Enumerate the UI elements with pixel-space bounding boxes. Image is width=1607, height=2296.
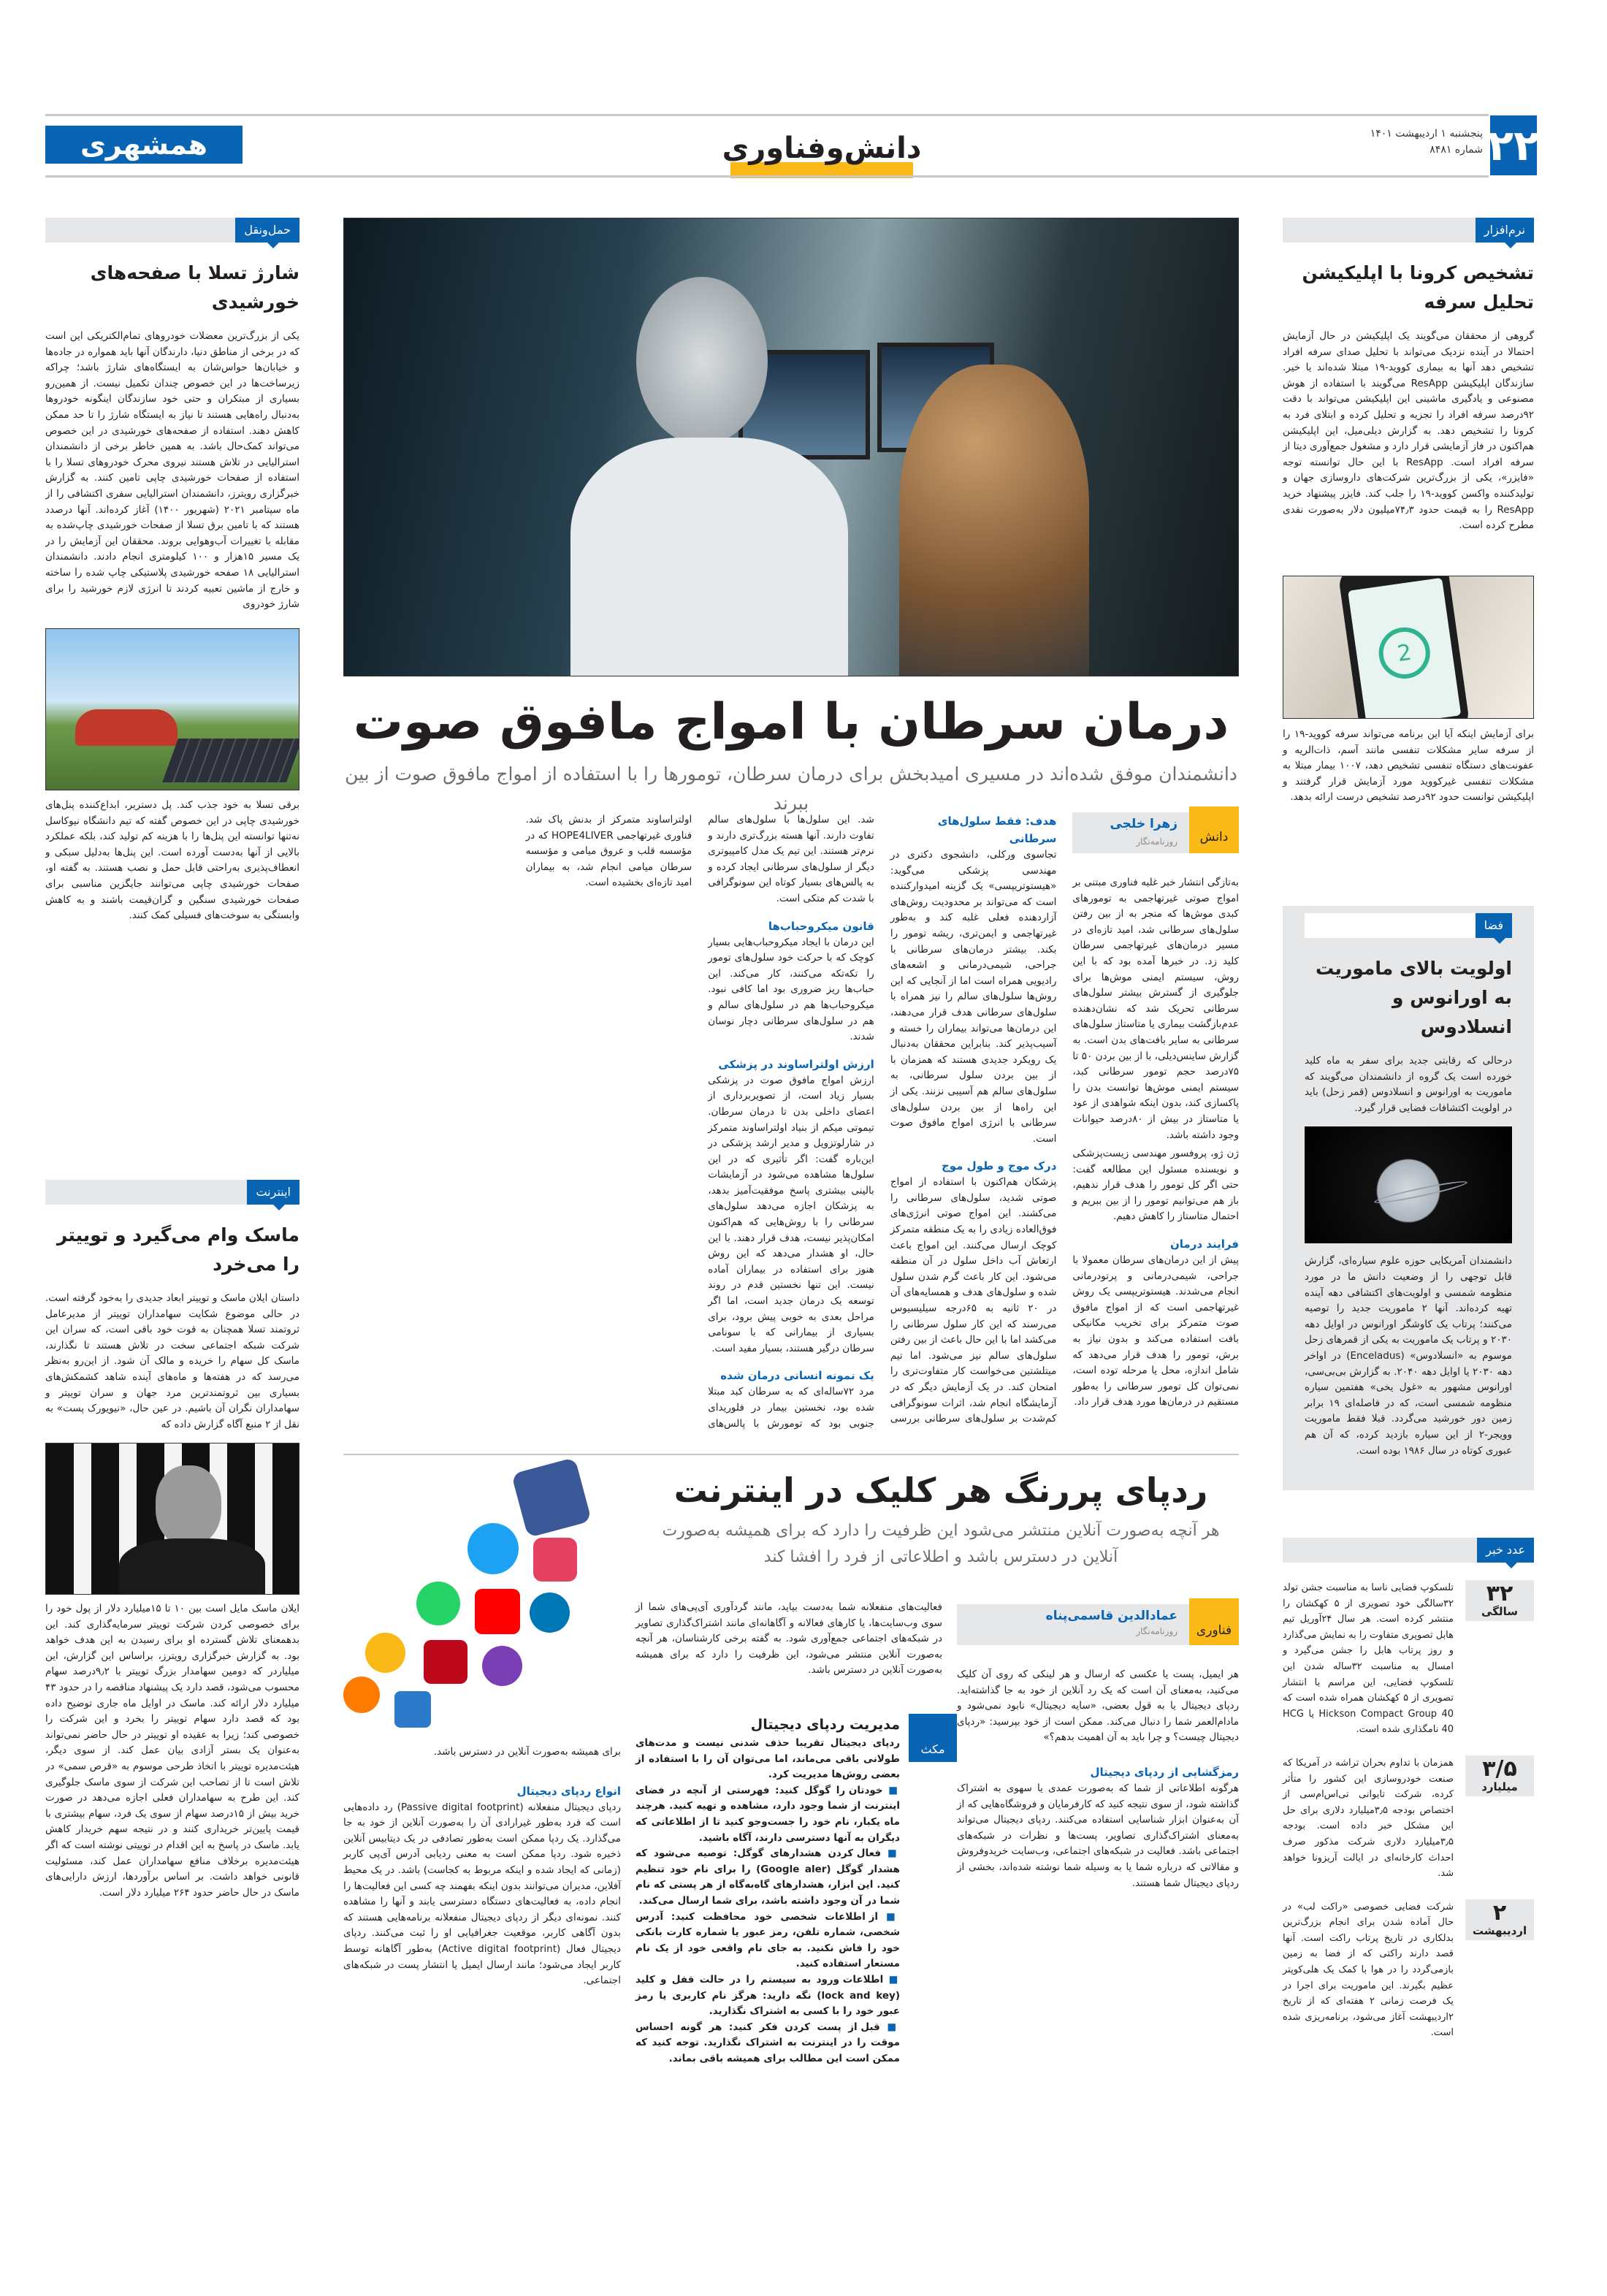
main-headline: درمان سرطان با امواج مافوق صوت [353,693,1229,751]
article-divider [343,1454,1239,1455]
second-article-col2 [635,1600,942,1679]
internet-story [45,1180,299,1433]
main-subtitle: دانشمندان موفق شده‌اند در مسیری امیدبخش برای درمان سرطان، تومورها را با استفاده از امواج مافوق صوت از بین ببرند [345,763,1237,814]
second-article-col1 [957,1604,1239,1891]
number-badge [1465,1899,1534,1940]
main-article-photo [343,218,1239,676]
transport-text: یکی از بزرگ‌ترین معضلات خودروهای تمام‌الکتریکی این است که در برخی از مناطق دنیا، دارندگان آنها باید همواره در جاده‌ها و خیابان‌ها حواس‌شان به ایستگاه‌های شارژ باشد؛ چراکه زیرساخت‌ها در این خصوص چندان تکمیل نیست. از همین‌رو بسیاری از مبتکران و حتی خود سازندگان اینگونه خودروها به‌دنبال راه‌هایی هستند تا نیاز به ایستگاه شارژ را تا حد ممکن کاهش دهند. استفاده از صفحه‌های خورشیدی در این خصوص می‌تواند کمک‌حال باشد. به همین خاطر برخی از دانشمندان استرالیایی در تلاش هستند نیروی محرک خودروهای تسلا را با استفاده از صفحات خورشیدی چاپی تامین کنند. به گزارش خبرگزاری رویترز، دانشمندان استرالیایی سفری اکتشافی را از ماه سپتامبر ۲۰۲۱ (شهریور ۱۴۰۰) آغاز کرده‌اند. آنها درصدد هستند که با تامین برق تسلا از صفحات خورشیدی چاپ‌شده به مقابله با تغییرات آب‌وهوایی بروند. محققان این آزمایش را در یک مسیر ۱۵هزار و ۱۰۰ کیلومتری انجام دادند. دانشمندان استرالیایی ۱۸ صفحه خورشیدی پلاستیکی چاپ شده را ساخته و خارج از ماشین تعبیه کردند تا انرژی لازم خورشید را برای شارژ خودروی [45,330,299,611]
kicker-label: فضا [1476,913,1512,938]
article-subhead: فرایند درمان [1170,1237,1239,1251]
second-headline: ردپای پررنگ هر کلیک در اینترنت [673,1471,1208,1510]
tip-item: ■ اطلاعات ورود به سیستم را در حالت قفل و کلید (lock and key) نگه دارید: هرگز نام کاربری یا رمز عبور خود را با کسی به اشتراک نگذارید. [635,1972,900,2020]
kicker-space [1305,913,1512,938]
author-role: روزنامه‌نگار [1136,836,1177,847]
internet-text: داستان ایلان ماسک و توییتر ابعاد جدیدی را به‌خود گرفته است. در حالی موضوع شکایت سهامداران توییتر از مدیرعامل ثروتمند تسلا همچنان به قوت خود باقی است، که سران این شرکت شبکه اجتماعی سخت در تلاش هستند تا نگذارند، ماسک کل سهام را خریده و مالک آن شود. از این‌رو به‌نظر می‌رسد که در هفته‌ها و ماه‌های آینده شاهد کشمکش‌های بسیاری بین ثروتمندترین مرد جهان و سران توییتر و سهامداران نگران آن باشیم. در عین حال، «نیویورک پست» به نقل از ۲ منبع آگاه گزارش داده که [45,1292,299,1430]
number-badge [1465,1580,1534,1621]
section-tag: فناوری [1189,1598,1239,1645]
box-intro: ردپای دیجیتال تقریبا حذف شدنی نیست و مدت‌های طولانی باقی می‌ماند، اما می‌توان آن را با استفاده از بعضی روش‌ها مدیریت کرد. [635,1737,900,1781]
phone-display-number: 2 [1375,624,1433,682]
planet-ring [1373,1178,1468,1206]
phone-photo-caption: برای آزمایش اینکه آیا این برنامه می‌تواند سرفه کووید-۱۹ را از سرفه سایر مشکلات تنفسی مانند آسم، ذات‌الریه و عفونت‌های دستگاه تنفسی تشخیص دهد، ۱۰۰۷ بیمار مبتلا به مشکلات تنفسی غیرکووید مورد آزمایش قرار گرفتند و اپلیکیشن توانست حدود ۹۲درصد تشخیص درست ارائه بدهد. [1283,728,1534,804]
space-story [1283,906,1534,1490]
social-media-icons-image [343,1457,628,1735]
section-title [716,131,928,183]
elon-musk-photo [45,1443,299,1595]
section-title-text: دانش‌وفناوری [722,131,922,165]
author-name: عمادالدین قاسمی‌پناه [1045,1609,1177,1623]
doctor-figure [636,277,768,445]
header-top-rule [45,114,1489,116]
article-subhead: قانون میکروحباب‌ها [768,919,874,933]
youtube-icon [475,1589,520,1634]
tesla-car [75,709,178,746]
app-icon [482,1646,522,1686]
article-subhead: یک نمونه انسانی درمان شده [720,1369,874,1383]
article-intro: هر ایمیل، پست یا عکسی که ارسال و هر لینکی که روی آن کلیک می‌کنید، به‌معنای آن است که یک رد آنلاین از خود به جا گذاشته‌اید. ردپای دیجیتال یا به قول بعضی، «سایه دیجیتال» نابود نمی‌شود و مادام‌العمر شما را دنبال می‌کند. ممکن است از خود بپرسید: «ردپای دیجیتال چیست؟ و چرا باید به آن اهمیت بدهم؟» [957,1668,1239,1744]
newspaper-logo: همشهری [45,126,243,164]
section-tag: دانش [1189,806,1239,853]
article-paragraph: ردپای دیجیتال منفعلانه (Passive digital footprint) رد داده‌هایی است که فرد به‌طور غیرارادی آن را به‌صورت آنلاین از خود به جا می‌گذارد. یک ردپا ممکن است به‌طور تصادفی در یک دیتابیس آنلاین ذخیره شود. ردپا ممکن است به معنی ردیابی آدرس آی‌پی کاربر (زمانی که ایجاد شده و اینکه مربوط به کجاست) باشد. در یک محیط آفلاین، مدیران می‌توانند بدون اینکه بفهمند چه کسی این فعالیت‌ها را انجام داده، به فعالیت‌های دستگاه دسترسی یابند و آنها را مشاهده کنند. نمونه‌ای دیگر از ردپای دیجیتال منفعلانه برنامه‌هایی هستند که بدون آگاهی کاربر، موقعیت جغرافیایی او را ثبت می‌کنند. ردپای دیجیتال فعال (Active digital footprint) به‌طور آگاهانه توسط کاربر ایجاد می‌شود؛ مانند ارسال ایمیل یا انتشار پست در شبکه‌های اجتماعی. [343,1801,621,1987]
phone-photo [1283,576,1534,719]
kicker-label: اینترنت [247,1180,299,1205]
pinterest-icon [424,1640,467,1684]
author-name: زهرا خلجی [1110,817,1177,831]
article-paragraph: برای همیشه به‌صورت آنلاین در دسترس باشد. [433,1746,621,1758]
number-item [1283,1899,1534,2041]
researcher-figure [899,365,1089,676]
article-paragraph: ژن ژو، پروفسور مهندسی زیست‌پزشکی و نویسنده مسئول این مطالعه گفت: حتی اگر کل تومور را هدف قرار ندهیم، باز هم می‌توانیم تومور را از بین ببریم و احتمال متاستاز را کاهش دهیم. [1072,1148,1239,1223]
author-role: روزنامه‌نگار [1136,1626,1177,1636]
number-text: تلسکوپ فضایی ناسا به مناسبت جشن تولد ۳۲سالگی خود تصویری از ۵ کهکشان را منتشر کرده است. هر سال ۲۴آوریل تیم هابل تصویری متفاوت را به نمایش می‌گذارد و روز پرتاب هابل را جشن می‌گیرد و امسال به مناسبت ۳۲ساله شدن این تلسکوپ فضایی، این مراسم با انتشار تصویری از ۵ کهکشان همراه شده است که Hickson Compact Group 40 یا HCG 40 نامگذاری شده است. [1283,1582,1454,1736]
tip-item: ■ خودتان را گوگل کنید: فهرستی از آنچه در فضای اینترنت از شما وجود دارد، مشاهده و تهیه کنید. هرچند ماه یکبار، نام خود را جست‌وجو کنید تا از اطلاعاتی که دیگران به آنها دسترسی دارند، آگاه باشید. [635,1783,900,1846]
article-paragraph: تجاسوی ورکلی، دانشجوی دکتری در مهندسی پزشکی می‌گوید: «هیستوتریپسی» یک گزینه امیدوارکننده است که می‌تواند بر محدودیت روش‌های آزاردهنده فعلی غلبه کند و به‌طور غیرتهاجمی و ایمن‌تری، ریشه تومور را بکند. بیشتر درمان‌های سرطانی با جراحی، شیمی‌درمانی و اشعه‌های رادیویی همراه است اما از آنجایی که این روش‌ها سلول‌های سالم را نیز همراه با سلول‌های سرطانی هدف قرار می‌دهند، این درمان‌ها می‌تواند بیماران را خسته و آسیب‌پذیر کند. بنابراین محققان به‌دنبال یک رویکرد جدیدی هستند که همزمان با از بین بردن سلول سرطانی، به سلول‌های سالم هم آسیبی نزنند. یکی از این راه‌ها از بین بردن سلول‌های سرطانی با انرژی امواج مافوق صوت است. [890,849,1057,1145]
article-subhead: هدف: فقط سلول‌های سرطانی [937,815,1057,845]
article-subhead: ارزش اولتراساوند در پزشکی [718,1057,874,1071]
tip-item: ■ قبل از پست کردن فکر کنید: هر گونه احساس موقت را در اینترنت به اشتراک نگذارید. توجه کنید که ممکن است این مطالب برای همیشه باقی بماند. [635,2020,900,2067]
author-byline [1072,812,1239,853]
number-value: ۳/۵ [1482,1755,1517,1782]
kicker-transport [45,218,299,243]
facebook-icon [511,1457,592,1538]
kicker-label: حمل‌ونقل [235,218,299,243]
footprint-tips-box [635,1714,900,2067]
article-paragraph: مرد ۷۲ساله‌ای که به سرطان کبد مبتلا شده بود، نخستین بیمار در فلوریدای جنوبی بود که تومورش با پالس‌های اولتراساوند متمرکز از بدنش پاک شد. فناوری غیرتهاجمی HOPE4LIVER که در مؤسسه قلب و عروق میامی و مؤسسه سرطان میامی انجام شد، به بیماران امید تازه‌ای بخشیده است. [525,814,874,1430]
article-subhead: درک موج و طول موج [941,1159,1057,1173]
internet-title: ماسک وام می‌گیرد و توییتر را می‌خرد [56,1224,299,1275]
main-article-body [343,812,1239,1441]
number-unit: سالگی [1481,1605,1518,1618]
space-lead: درحالی که رقابتی جدید برای سفر به ماه کلید خورده است یک گروه از دانشمندان می‌گویند که ماموریت به اورانوس و انسلادوس (قمر زحل) باید در اولویت اکتشافات فضایی قرار گیرد. [1305,1055,1512,1114]
tesla-solar-photo [45,628,299,790]
phone-shape [1337,576,1470,719]
author-byline [957,1604,1239,1645]
doctor-coat [570,438,848,676]
number-unit: میلیارد [1481,1780,1518,1793]
software-story [1283,218,1534,534]
kicker-numbers [1283,1538,1534,1563]
article-paragraph: پزشکان هم‌اکنون با استفاده از امواج صوتی شدید، سلول‌های سرطانی را می‌کشند. این امواج صوتی انرژی‌های فوق‌العاده زیادی را به یک منطقه متمرکز کوچک ارسال می‌کنند. این امواج باعث ارتعاش آب داخل سلول در آن منطقه می‌شود. این کار باعث گرم شدن سلول شده و سلول‌های هدف و همسایه‌های آن در ۲۰ ثانیه به ۶۵درجه سیلیسیوس می‌رسند که این کار سلول سرطانی را می‌کشد اما با این حال باعث از بین رفتن سلول‌های سالم نیز می‌شود. اما تیم میتلشتین می‌خواست کار متفاوت‌تری را امتحان کند. در یک آزمایش دیگر که در آزمایشگاه انجام شد، اثرات سونوگرافی کم‌شدت بر سلول‌های سرطانی بررسی شد. این سلول‌ها با سلول‌های سالم تفاوت دارند. آنها هسته بزرگ‌تری دارند و نرم‌تر هستند. این تیم یک مدل کامپیوتری دیگر از سلول‌های سرطانی ایجاد کرده و به پالس‌های بسیار کوتاه این سونوگرافی با شدت کم متکی است. [708,814,1057,1425]
transport-text-continued: برقی تسلا به خود جذب کند. پل دستربر، ابداع‌کننده پنل‌های خورشیدی چاپی در این خصوص گفته که تیم دانشگاه نیوکاسل نه‌تنها توانسته این پنل‌ها را با هزینه کم تولید کند، بلکه عملکرد بالایی از آنها به‌دست آورده است. این پنل‌ها به‌دلیل سبکی و انعطاف‌پذیری به‌راحتی قابل حمل و نصب هستند. به گفته او، صفحات خورشیدی چاپی می‌توانند جایگزین مناسبی برای صفحات خورشیدی سنگین و گران‌قیمت باشند و به کاهش وابستگی به سوخت‌های فسیلی کمک کنند. [45,799,299,922]
article-paragraph: پیش از این درمان‌های سرطان معمولا با جراحی، شیمی‌درمانی و پرتودرمانی انجام می‌شدند. هیستوتریپسی یک روش غیرتهاجمی است که از امواج مافوق صوت متمرکز برای تخریب مکانیکی بافت استفاده می‌کند و بدون نیاز به برش، تومور را هدف قرار می‌دهد که شامل اندازه، محل یا مرحله توده است، نمی‌توان کل تومور سرطانی را به‌طور مستقیم در درمان‌ها مورد هدف قرار داد. [1072,1254,1239,1408]
software-text: گروهی از محققان می‌گویند یک اپلیکیشن در حال آزمایش احتمالا در آینده نزدیک می‌تواند با تحلیل صدای سرفه افراد تشخیص دهد آنها به بیماری کووید-۱۹ مبتلا شده‌اند یا خیر. سازندگان اپلیکیشن ResApp می‌گویند با استفاده از هوش مصنوعی و یادگیری ماشینی این اپلیکیشن می‌تواند با دقت ۹۲درصد سرفه افراد را تجزیه و تحلیل کرده و ابتلای فرد به کرونا را تشخیص دهد. به گزارش دیلی‌میل، این اپلیکیشن هم‌اکنون در فاز آزمایشی قرار دارد و مشغول جمع‌آوری دیتا از سرفه افراد است. ResApp با این حال توانسته توجه «فایزر»، یکی از بزرگ‌ترین شرکت‌های داروسازی جهان و تولیدکننده واکسن کووید-۱۹ را جلب کند. فایزر پیشنهاد خرید ResApp را به قیمت حدود ۷۴٫۳میلیون دلار به‌صورت نقدی مطرح کرده است. [1283,330,1534,532]
transport-story [45,218,299,647]
number-text: شرکت فضایی خصوصی «راکت لب» در حال آماده شدن برای انجام بزرگ‌ترین بدلکاری در تاریخ پرتاب راکت است. آنها قصد دارند راکتی که از فضا به زمین بازمی‌گردد را در هوا با کمک یک هلی‌کوپتر عظیم بگیرند. این ماموریت برای اجرا در یک فرصت زمانی ۲ هفته‌ای که از تاریخ ۲اردیبهشت آغاز می‌شود، برنامه‌ریزی شده است. [1283,1901,1454,2039]
number-value: ۳۲ [1486,1581,1514,1606]
article-paragraph: این درمان با ایجاد میکروحباب‌هایی بسیار کوچک که با حرکت خود سلول‌های تومور را تکه‌تکه می‌کنند، کار می‌کند. این حباب‌ها ریز ضروری بود اما کافی نبود. میکروحباب‌ها هم در سلول‌های سالم و هم در سلول‌های سرطانی دچار نوسان شدند. [708,936,874,1043]
space-title: اولویت بالای ماموریت به اورانوس و انسلادوس [1316,958,1512,1037]
whatsapp-icon [416,1582,460,1625]
phone-screen [1348,578,1461,719]
second-article-col3 [343,1744,621,1989]
tip-item: ■ فعال کردن هشدارهای گوگل: توصیه می‌شود که هشدار گوگل (Google aler) را برای نام خود تنظیم کنید. این ابزار، هشدارهای گاه‌به‌گاه از هر پستی که نام شما در آن وجود داشته باشد، برای شما ارسال می‌کند. [635,1846,900,1909]
kicker-label: عدد خبر [1477,1538,1534,1563]
number-value: ۲ [1492,1899,1507,1926]
number-item [1283,1580,1534,1738]
app-icon [343,1677,380,1713]
kicker-internet [45,1180,299,1205]
tip-item: ■ از اطلاعات شخصی خود محافظت کنید: آدرس شخصی، شماره تلفن، رمز عبور یا شماره کارت بانکی خود را فاش نکنید. به جای نام واقعی خود از یک نام مستعار استفاده کنید. [635,1910,900,1972]
person-head [156,1465,221,1546]
number-text: همزمان با تداوم بحران تراشه در آمریکا که صنعت خودروسازی این کشور را متأثر کرده، شرکت تایوانی تی‌اس‌ام‌سی از اختصاص بودجه ۳٫۵میلیارد دلاری برای حل این مشکل خبر داده است. بودجه ۳٫۵میلیارد دلاری شرکت مذکور صرف احداث کارخانه‌ای در ایالت آریزونا خواهد شد. [1283,1757,1454,1880]
article-subhead: رمزگشایی از ردپای دیجیتال [1090,1765,1239,1779]
box-title: مدیریت ردپای دیجیتال [750,1717,900,1733]
number-item [1283,1755,1534,1882]
article-paragraph: فعالیت‌های منفعلانه شما به‌دست بیاید، مانند گردآوری آی‌پی‌های شما از سوی وب‌سایت‌ها، یا کارهای فعالانه و آگاهانه‌ای مانند اشتراک‌گذاری تصاویر در شبکه‌های اجتماعی جمع‌آوری شود. به گفته برخی کارشناسان، هر آنچه به‌صورت آنلاین منتشر می‌شود، این ظرفیت را دارد که برای همیشه به‌صورت آنلاین در دسترس باشد. [635,1601,942,1677]
skype-icon [394,1691,431,1728]
second-subtitle: هر آنچه به‌صورت آنلاین منتشر می‌شود این ظرفیت را دارد که برای همیشه به‌صورت آنلاین در دسترس باشد و اطلاعاتی از فرد را افشا کند [662,1522,1220,1566]
article-subhead: انواع ردپای دیجیتال [516,1784,621,1798]
software-title: تشخیص کرونا با اپلیکیشن تحلیل سرفه [1302,262,1534,313]
twitter-icon [467,1523,519,1574]
app-icon [365,1633,405,1673]
internet-text-continued: ایلان ماسک مایل است بین ۱۰ تا ۱۵میلیارد دلار از پول خود را برای خصوصی کردن شرکت توییتر سرمایه‌گذاری کند. این بدهمعنای تلاش گسترده او برای رسیدن به این هدف خواهد بود. به گزارش خبرگزاری رویترز، براساس این گزارش، این میلیاردر که دومین سهامدار بزرگ توییتر با ۹٫۲درصد سهام محسوب می‌شود، قصد دارد یک پیشنهاد مناقصه را در حدود ۴۳ میلیارد دلار ارائه کند. ماسک در اوایل ماه جاری توضیح داده بود که قصد دارد سهام توییتر را بخرد و این شرکت را خصوصی کند؛ زیرا به عقیده او توییتر در حال حاضر نمی‌تواند به‌عنوان یک بستر آزادی بیان عمل کند. از سوی دیگر، هیئت‌مدیره توییتر با اتخاذ طرحی موسوم به «قرص سمی» در تلاش است تا از تصاحب این شرکت از سوی ماسک جلوگیری کند. این طرح به سهامداران فعلی اجازه می‌دهد در صورت خرید بیش از ۱۵درصد سهام از سوی یک فرد، سهام بیشتری با قیمت پایین‌تر خریداری کنند و در نتیجه سهم خریدار کاهش یابد. ماسک در پاسخ به این اقدام در توییتی نوشته است که اگر هیئت‌مدیره برخلاف منافع سهامداران عمل کند، مسئولیت قانونی خواهد داشت. بر اساس برآوردها، ارزش دارایی‌های ماسک در حال حاضر حدود ۲۶۴ میلیارد دلار است. [45,1603,299,1899]
linkedin-icon [530,1593,570,1633]
uranus-photo [1305,1126,1512,1243]
space-text: دانشمندان آمریکایی حوزه علوم سیاره‌ای، گزارش قابل توجهی را از وضعیت دانش ما در مورد منظومه شمسی و اولویت‌های اکتشافی دهه آینده تهیه کرده‌اند. آنها ۲ ماموریت جدید را توصیه می‌کنند؛ پرتاب یک کاوشگر اورانوس در اوایل دهه ۲۰۳۰ و پرتاب یک ماموریت به یکی از قمرهای زحل موسوم به «انسلادوس» (Enceladus) در اواخر دهه ۲۰۳۰ یا اوایل دهه ۲۰۴۰. به گزارش بی‌بی‌سی، اورانوس مشهور به «غول یخی» هفتمین سیاره منظومه شمسی است، که در فاصله‌ای ۱۹ برابر زمین دور خورشید می‌گردد. قبلا فقط ماموریت وویجر-۲ از این سیاره بازدید کرده، که آن هم عبوری کوتاه در سال ۱۹۸۶ بوده است. [1305,1255,1512,1457]
solar-panels [162,739,299,782]
person-suit [119,1538,265,1595]
issue-number: شماره ۸۴۸۱ [1429,144,1483,156]
issue-info [1337,126,1483,158]
article-paragraph: به‌تازگی انتشار خبر غلبه فناوری مبتنی بر امواج صوتی غیرتهاجمی به تومورهای کبدی موش‌ها که منجر به از بین رفتن سلول‌های سرطانی شد، امید تازه‌ای در مسیر درمان‌های غیرتهاجمی سرطان کلید زد. در خبرها آمده بود که با این روش، سیستم ایمنی موش‌ها برای جلوگیری از گسترش بیشتر سلول‌های سرطانی تحریک شد که نشان‌دهنده عدم‌بازگشت بیماری یا متاستاز سلول‌های سرطانی به سایر بافت‌های بدن است. به گزارش ساینس‌دیلی، با از بین بردن ۵۰ تا ۷۵درصد حجم تومور سرطانی کبد، سیستم ایمنی موش‌ها توانست بدن را پاکسازی کند، بدون اینکه شواهدی از عود یا متاستاز در بیش از ۸۰درصد حیوانات وجود داشته باشد. [1072,877,1239,1141]
transport-title: شارژ تسلا با صفحه‌های خورشیدی [90,262,299,313]
issue-date: پنجشنبه ۱ اردیبهشت ۱۴۰۱ [1370,128,1483,140]
article-paragraph: ارزش امواج مافوق صوت در پزشکی بسیار زیاد است، از تصویربرداری از اعضای داخلی بدن تا درمان سرطان. تیموتی میکم از بنیاد اولتراساوند متمرکز در شارلوتزویل و مدیر ارشد پزشکی در این‌باره گفت: اگر تأثیری که در این سلول‌ها مشاهده می‌شود در آزمایشات بالینی بیشتری پاسخ موفقیت‌آمیز بدهد، به پزشکان اجازه می‌دهد سلول‌های سرطانی را با روش‌هایی که هم‌اکنون امکان‌پذیر نیست، هدف قرار دهند. با این حال، او هشدار می‌دهد که این روش هنوز برای استفاده در بیماران آماده نیست. این تنها نخستین قدم در روند توسعه یک درمان جدید است، اما اگر مراحل بعدی به خوبی پیش برود، برای بسیاری از بیمارانی که با سونامی سرطان درگیر هستند، بسیار مفید است. [708,1074,874,1354]
number-badge [1465,1755,1534,1796]
kicker-label: نرم‌افزار [1476,218,1534,243]
numbers-box [1283,1538,1534,2041]
number-unit: اردیبهشت [1472,1923,1527,1937]
kicker-software [1283,218,1534,243]
page-number: ۲۲ [1490,115,1537,175]
article-paragraph: هرگونه اطلاعاتی از شما که به‌صورت عمدی یا سهوی به اشتراک گذاشته شود، از سوی نتیجه کنید که کارفرمایان و فروشگاه‌هایی که از آن به‌عنوان ابزار شناسایی استفاده می‌کنند. ردپای دیجیتال می‌تواند به‌معنای اشتراک‌گذاری تصاویر، پست‌ها و نظرات در شبکه‌های اجتماعی باشد. فعالیت در شبکه‌های اجتماعی، وب‌سایت خریدوفروش و مقالاتی که درباره شما یا به وسیله شما نوشته شده‌اند، بخشی از ردپای دیجیتال شما هستند. [957,1782,1239,1889]
instagram-icon [533,1538,577,1582]
makth-label: مکث [909,1714,957,1762]
